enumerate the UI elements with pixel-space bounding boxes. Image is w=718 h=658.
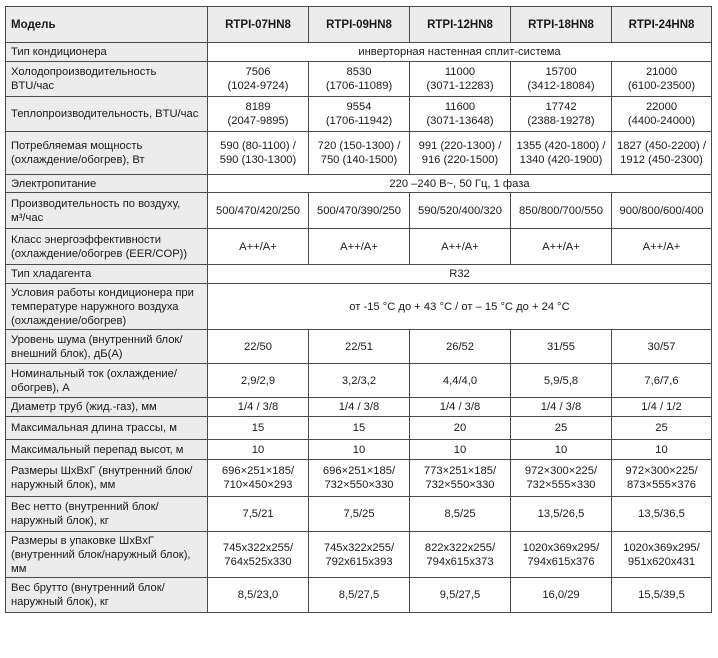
cell-line: 873×555×376 bbox=[626, 479, 697, 491]
cell-line: 745x322x255/ bbox=[222, 541, 294, 554]
value-cell bbox=[511, 364, 612, 398]
merged-value-cell bbox=[208, 284, 712, 330]
value-cell bbox=[309, 398, 410, 417]
cell-line: 5,9/5,8 bbox=[543, 374, 579, 387]
cell-line: (3412-18084) bbox=[527, 80, 595, 92]
cell-line: Максимальный перепад высот, м bbox=[11, 443, 184, 456]
cell-line: инверторная настенная сплит-система bbox=[358, 46, 561, 58]
value-cell bbox=[410, 460, 511, 497]
value-cell bbox=[208, 330, 309, 364]
cell-line: 8530 bbox=[346, 66, 372, 78]
cell-line: наружный блок), кг bbox=[11, 596, 109, 608]
cell-line: 31/55 bbox=[547, 340, 575, 353]
value-cell bbox=[410, 62, 511, 97]
cell-line: внешний блок), дБ(А) bbox=[11, 347, 123, 360]
cell-line: 15,5/39,5 bbox=[638, 589, 685, 601]
cell-line: 8,5/27,5 bbox=[338, 589, 380, 601]
merged-value-cell bbox=[208, 265, 712, 284]
row-label bbox=[6, 97, 208, 132]
value-cell bbox=[309, 417, 410, 440]
cell-line: 710×450×293 bbox=[223, 479, 293, 491]
cell-line: Теплопроизводительность, BTU/час bbox=[11, 108, 199, 120]
cell-line: Максимальная длина трассы, м bbox=[11, 422, 177, 434]
cell-line: 15 bbox=[352, 422, 366, 434]
value-cell bbox=[208, 532, 309, 578]
value-cell bbox=[511, 193, 612, 229]
cell-line: (охлаждение/обогрев), Вт bbox=[11, 154, 145, 166]
value-cell bbox=[208, 440, 309, 460]
cell-line: 732×550×330 bbox=[324, 479, 394, 491]
row-label bbox=[6, 398, 208, 417]
value-cell bbox=[410, 364, 511, 398]
table-row bbox=[6, 132, 712, 175]
row-label bbox=[6, 284, 208, 330]
value-cell bbox=[208, 398, 309, 417]
cell-line: 792x615x393 bbox=[325, 555, 393, 568]
cell-line: 4,4/4,0 bbox=[442, 374, 478, 387]
cell-line: 916 (220-1500) bbox=[421, 154, 499, 166]
table-row bbox=[6, 578, 712, 613]
row-label bbox=[6, 532, 208, 578]
table-row bbox=[6, 62, 712, 97]
cell-line: 794x615x376 bbox=[527, 555, 595, 568]
cell-line: 500/470/420/250 bbox=[216, 204, 300, 217]
table-row bbox=[6, 532, 712, 578]
cell-line: Условия работы кондиционера при bbox=[11, 286, 194, 299]
value-cell bbox=[612, 193, 712, 229]
cell-line: 8,5/23,0 bbox=[237, 589, 279, 601]
value-cell bbox=[208, 497, 309, 532]
cell-line: 9554 bbox=[346, 101, 372, 113]
cell-line: 794x615x373 bbox=[426, 555, 494, 568]
cell-line: 822x322x255/ bbox=[424, 541, 496, 554]
value-cell bbox=[612, 578, 712, 613]
cell-line: 1/4 / 3/8 bbox=[439, 401, 481, 413]
row-label bbox=[6, 229, 208, 265]
value-cell bbox=[612, 460, 712, 497]
cell-line: 500/470/390/250 bbox=[317, 204, 401, 217]
table-row bbox=[6, 460, 712, 497]
cell-line: 991 (220-1300) / bbox=[418, 140, 502, 152]
cell-line: Диаметр труб (жид.-газ), мм bbox=[11, 401, 157, 413]
cell-line: (внутренний блок/наружный блок), bbox=[11, 548, 191, 561]
cell-line: (2047-9895) bbox=[227, 115, 289, 127]
cell-line: 10 bbox=[554, 443, 568, 456]
value-cell bbox=[410, 330, 511, 364]
cell-line: R32 bbox=[449, 268, 470, 280]
model-header: RTPI-24HN8 bbox=[612, 7, 712, 43]
cell-line: 16,0/29 bbox=[542, 589, 580, 601]
cell-line: Размеры ШхВхГ (внутренний блок/ bbox=[11, 465, 193, 477]
row-label bbox=[6, 417, 208, 440]
table-row bbox=[6, 175, 712, 193]
cell-line: 25 bbox=[554, 422, 568, 434]
cell-line: Холодопроизводительность bbox=[11, 66, 157, 78]
cell-line: A++/A+ bbox=[542, 240, 580, 253]
cell-line: 13,5/26,5 bbox=[537, 508, 585, 520]
value-cell bbox=[208, 460, 309, 497]
specification-body bbox=[6, 43, 712, 613]
cell-line: 1020x369x295/ bbox=[623, 541, 700, 554]
cell-line: (4400-24000) bbox=[627, 115, 696, 127]
cell-line: 7,5/25 bbox=[343, 508, 375, 520]
cell-line: 732×555×330 bbox=[526, 479, 596, 491]
value-cell bbox=[410, 398, 511, 417]
cell-line: (2388-19278) bbox=[527, 115, 595, 127]
value-cell bbox=[309, 97, 410, 132]
value-cell bbox=[612, 229, 712, 265]
value-cell bbox=[612, 364, 712, 398]
merged-value-cell bbox=[208, 175, 712, 193]
cell-line: 590/520/400/320 bbox=[418, 204, 502, 217]
table-row bbox=[6, 440, 712, 460]
value-cell bbox=[410, 193, 511, 229]
cell-line: 13,5/36,5 bbox=[638, 508, 685, 520]
cell-line: наружный блок), кг bbox=[11, 515, 109, 527]
cell-line: 10 bbox=[655, 443, 668, 456]
row-label bbox=[6, 132, 208, 175]
cell-line: Тип хладагента bbox=[11, 268, 92, 280]
cell-line: 1912 (450-2300) bbox=[620, 154, 703, 166]
value-cell bbox=[208, 62, 309, 97]
cell-line: 696×251×185/ bbox=[221, 465, 295, 477]
cell-line: 1020x369x295/ bbox=[522, 541, 600, 554]
value-cell bbox=[309, 460, 410, 497]
cell-line: 745x322x255/ bbox=[323, 541, 395, 554]
value-cell bbox=[511, 229, 612, 265]
table-row bbox=[6, 265, 712, 284]
merged-value-cell bbox=[208, 43, 712, 62]
table-row bbox=[6, 193, 712, 229]
value-cell bbox=[410, 97, 511, 132]
cell-line: A++/A+ bbox=[642, 240, 681, 253]
value-cell bbox=[511, 440, 612, 460]
row-label bbox=[6, 460, 208, 497]
cell-line: 22/50 bbox=[244, 340, 272, 353]
cell-line: 951x620x431 bbox=[627, 555, 696, 568]
cell-line: 1/4 / 3/8 bbox=[237, 401, 279, 413]
value-cell bbox=[309, 132, 410, 175]
cell-line: 26/52 bbox=[446, 340, 474, 353]
value-cell bbox=[309, 440, 410, 460]
cell-line: 1/4 / 1/2 bbox=[641, 401, 682, 413]
cell-line: 17742 bbox=[545, 101, 577, 113]
cell-line: 30/57 bbox=[647, 340, 676, 353]
table-row bbox=[6, 43, 712, 62]
cell-line: 9,5/27,5 bbox=[439, 589, 481, 601]
cell-line: обогрев), А bbox=[11, 381, 70, 394]
table-row bbox=[6, 229, 712, 265]
cell-line: Вес брутто (внутренний блок/ bbox=[11, 582, 165, 594]
cell-line: 11000 bbox=[444, 66, 476, 78]
header-label: Модель bbox=[6, 7, 208, 43]
cell-line: A++/A+ bbox=[239, 240, 277, 253]
cell-line: 764x525x330 bbox=[224, 555, 292, 568]
cell-line: Тип кондиционера bbox=[11, 46, 107, 58]
cell-line: 8,5/25 bbox=[444, 508, 476, 520]
cell-line: 22/51 bbox=[345, 340, 373, 353]
cell-line: 15 bbox=[251, 422, 265, 434]
value-cell bbox=[410, 578, 511, 613]
cell-line: м³/час bbox=[11, 211, 44, 224]
table-row bbox=[6, 97, 712, 132]
value-cell bbox=[612, 62, 712, 97]
row-label bbox=[6, 497, 208, 532]
cell-line: 10 bbox=[453, 443, 467, 456]
value-cell bbox=[208, 578, 309, 613]
cell-line: 25 bbox=[655, 422, 668, 434]
cell-line: 750 (140-1500) bbox=[320, 154, 398, 166]
value-cell bbox=[612, 497, 712, 532]
cell-line: наружный блок), мм bbox=[11, 479, 116, 491]
table-row bbox=[6, 364, 712, 398]
value-cell bbox=[511, 460, 612, 497]
value-cell bbox=[511, 532, 612, 578]
value-cell bbox=[309, 193, 410, 229]
cell-line: (1706-11942) bbox=[325, 115, 393, 127]
cell-line: Уровень шума (внутренний блок/ bbox=[11, 333, 183, 346]
value-cell bbox=[309, 364, 410, 398]
cell-line: 7,5/21 bbox=[242, 508, 274, 520]
cell-line: 20 bbox=[453, 422, 467, 434]
cell-line: 15700 bbox=[545, 66, 577, 78]
table-row bbox=[6, 497, 712, 532]
cell-line: 11600 bbox=[444, 101, 476, 113]
value-cell bbox=[309, 497, 410, 532]
cell-line: 10 bbox=[352, 443, 366, 456]
cell-line: (охлаждение/обогрев) bbox=[11, 314, 127, 327]
table-row bbox=[6, 417, 712, 440]
value-cell bbox=[309, 330, 410, 364]
value-cell bbox=[612, 398, 712, 417]
value-cell bbox=[309, 532, 410, 578]
value-cell bbox=[208, 229, 309, 265]
cell-line: 1827 (450-2200) / bbox=[617, 140, 706, 152]
value-cell bbox=[612, 440, 712, 460]
cell-line: 590 (80-1100) / bbox=[220, 140, 296, 152]
table-row bbox=[6, 398, 712, 417]
value-cell bbox=[410, 532, 511, 578]
cell-line: BTU/час bbox=[11, 80, 55, 92]
cell-line: A++/A+ bbox=[340, 240, 378, 253]
cell-line: 850/800/700/550 bbox=[519, 204, 603, 217]
value-cell bbox=[612, 132, 712, 175]
cell-line: (1706-11089) bbox=[325, 80, 393, 92]
cell-line: 3,2/3,2 bbox=[341, 374, 377, 387]
cell-line: 2,9/2,9 bbox=[240, 374, 276, 387]
cell-line: (6100-23500) bbox=[627, 80, 696, 92]
cell-line: Класс энергоэффективности bbox=[11, 233, 161, 246]
cell-line: 10 bbox=[251, 443, 265, 456]
value-cell bbox=[511, 330, 612, 364]
value-cell bbox=[511, 62, 612, 97]
cell-line: 1/4 / 3/8 bbox=[338, 401, 380, 413]
value-cell bbox=[208, 193, 309, 229]
value-cell bbox=[410, 229, 511, 265]
cell-line: 732×550×330 bbox=[425, 479, 495, 491]
table-row bbox=[6, 330, 712, 364]
model-header: RTPI-07HN8 bbox=[208, 7, 309, 43]
cell-line: 1/4 / 3/8 bbox=[540, 401, 582, 413]
cell-line: Размеры в упаковке ШхВхГ bbox=[11, 534, 154, 547]
row-label bbox=[6, 440, 208, 460]
cell-line: температуре наружного воздуха bbox=[11, 300, 179, 313]
value-cell bbox=[410, 132, 511, 175]
value-cell bbox=[612, 97, 712, 132]
value-cell bbox=[309, 62, 410, 97]
value-cell bbox=[612, 532, 712, 578]
value-cell bbox=[511, 578, 612, 613]
table-row bbox=[6, 284, 712, 330]
row-label bbox=[6, 62, 208, 97]
cell-line: Потребляемая мощность bbox=[11, 140, 143, 152]
cell-line: Электропитание bbox=[11, 177, 97, 190]
cell-line: 1355 (420-1800) / bbox=[516, 140, 606, 152]
cell-line: Номинальный ток (охлаждение/ bbox=[11, 367, 177, 380]
cell-line: 720 (150-1300) / bbox=[317, 140, 401, 152]
cell-line: 696×251×185/ bbox=[322, 465, 396, 477]
cell-line: (3071-12283) bbox=[426, 80, 494, 92]
value-cell bbox=[410, 417, 511, 440]
row-label bbox=[6, 330, 208, 364]
cell-line: 1340 (420-1900) bbox=[519, 154, 603, 166]
value-cell bbox=[511, 398, 612, 417]
value-cell bbox=[309, 229, 410, 265]
cell-line: 22000 bbox=[645, 101, 678, 113]
value-cell bbox=[612, 417, 712, 440]
cell-line: 972×300×225/ bbox=[625, 465, 698, 477]
model-header: RTPI-09HN8 bbox=[309, 7, 410, 43]
cell-line: 21000 bbox=[645, 66, 678, 78]
specification-table bbox=[5, 6, 712, 613]
cell-line: Производительность по воздуху, bbox=[11, 197, 181, 210]
value-cell bbox=[511, 497, 612, 532]
cell-line: 220 –240 В~, 50 Гц, 1 фаза bbox=[389, 177, 530, 190]
cell-line: A++/A+ bbox=[441, 240, 479, 253]
cell-line: 7,6/7,6 bbox=[644, 374, 679, 387]
value-cell bbox=[208, 417, 309, 440]
row-label bbox=[6, 364, 208, 398]
cell-line: 590 (130-1300) bbox=[219, 154, 297, 166]
model-header: RTPI-12HN8 bbox=[410, 7, 511, 43]
cell-line: (3071-13648) bbox=[426, 115, 494, 127]
value-cell bbox=[511, 417, 612, 440]
cell-line: (охлаждение/обогрев (EER/COP)) bbox=[11, 247, 188, 260]
cell-line: мм bbox=[11, 562, 27, 575]
header-row bbox=[6, 7, 712, 43]
row-label bbox=[6, 43, 208, 62]
row-label bbox=[6, 578, 208, 613]
value-cell bbox=[612, 330, 712, 364]
cell-line: 8189 bbox=[245, 101, 271, 113]
value-cell bbox=[511, 97, 612, 132]
cell-line: (1024-9724) bbox=[227, 80, 289, 92]
row-label bbox=[6, 265, 208, 284]
cell-line: 773×251×185/ bbox=[423, 465, 497, 477]
value-cell bbox=[208, 364, 309, 398]
value-cell bbox=[410, 497, 511, 532]
value-cell bbox=[309, 578, 410, 613]
value-cell bbox=[410, 440, 511, 460]
cell-line: 7506 bbox=[245, 66, 271, 78]
cell-line: 972×300×225/ bbox=[524, 465, 598, 477]
model-header: RTPI-18HN8 bbox=[511, 7, 612, 43]
row-label bbox=[6, 175, 208, 193]
cell-line: от -15 °С до + 43 °С / от – 15 °С до + 24 °С bbox=[349, 300, 570, 313]
row-label bbox=[6, 193, 208, 229]
cell-line: Вес нетто (внутренний блок/ bbox=[11, 501, 159, 513]
value-cell bbox=[208, 97, 309, 132]
value-cell bbox=[208, 132, 309, 175]
value-cell bbox=[511, 132, 612, 175]
cell-line: 900/800/600/400 bbox=[619, 204, 704, 217]
